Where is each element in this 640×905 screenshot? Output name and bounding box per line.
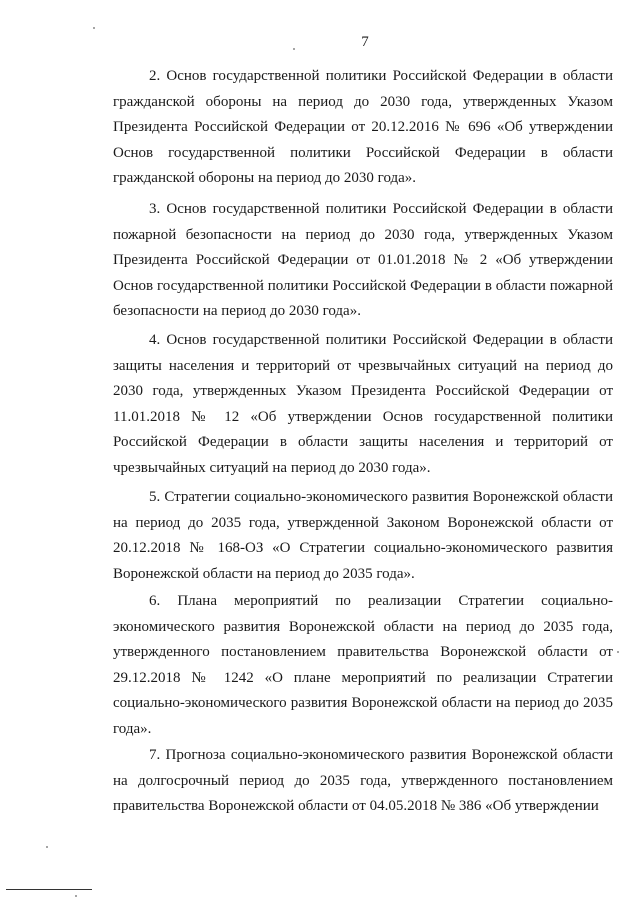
footer-rule <box>6 889 92 890</box>
paragraph-2 <box>113 64 613 192</box>
scan-speck <box>293 48 295 50</box>
paragraph-3-text: 3. Основ государственной политики Российской Федерации в области пожарной безопасности на период до 2030 года, утвержденных Указом Президента Российской Федерации от 01.01.2018 № 2 «Об утверждении Основ государственной политики Российской Федерации в области пожарной безопасности на период до 2030 года». <box>113 201 613 319</box>
paragraph-3 <box>113 197 613 325</box>
paragraph-6 <box>113 589 613 742</box>
scan-speck <box>46 846 48 848</box>
scan-speck <box>75 895 77 897</box>
scan-speck <box>93 27 95 29</box>
paragraph-4 <box>113 328 613 481</box>
paragraph-5 <box>113 485 613 587</box>
paragraph-7-text: 7. Прогноза социально-экономического развития Воронежской области на долгосрочный период до 2035 года, утвержденного постановлением правительства Воронежской области от 04.05.2018 № 386 «Об утверждении <box>113 747 613 814</box>
paragraph-2-text: 2. Основ государственной политики Российской Федерации в области гражданской обороны на период до 2030 года, утвержденных Указом Президента Российской Федерации от 20.12.2016 № 696 «Об утверждении Основ государственной политики Российской Федерации в области гражданской обороны на период до 2030 года». <box>113 68 613 186</box>
paragraph-7 <box>113 743 613 820</box>
paragraph-4-text: 4. Основ государственной политики Российской Федерации в области защиты населения и территорий от чрезвычайных ситуаций на период до 2030 года, утвержденных Указом Президента Российской Федерации от 11.01.2018 № 12 «Об утверждении Основ государственной политики Российской Федерации в области защиты населения и территорий от чрезвычайных ситуаций на период до 2030 года». <box>113 332 613 476</box>
paragraph-6-text: 6. Плана мероприятий по реализации Стратегии социально-экономического развития Воронежской области на период до 2035 года, утвержденного постановлением правительства Воронежской области от 29.12.2018 № 1242 «О плане мероприятий по реализации Стратегии социально-экономического развития Воронежской области на период до 2035 года». <box>113 593 613 737</box>
page-number: 7 <box>361 34 369 50</box>
scan-speck <box>617 651 619 653</box>
paragraph-5-text: 5. Стратегии социально-экономического развития Воронежской области на период до 2035 года, утвержденной Законом Воронежской области от 20.12.2018 № 168-ОЗ «О Стратегии социально-экономического развития Воронежской области на период до 2035 года». <box>113 489 613 582</box>
